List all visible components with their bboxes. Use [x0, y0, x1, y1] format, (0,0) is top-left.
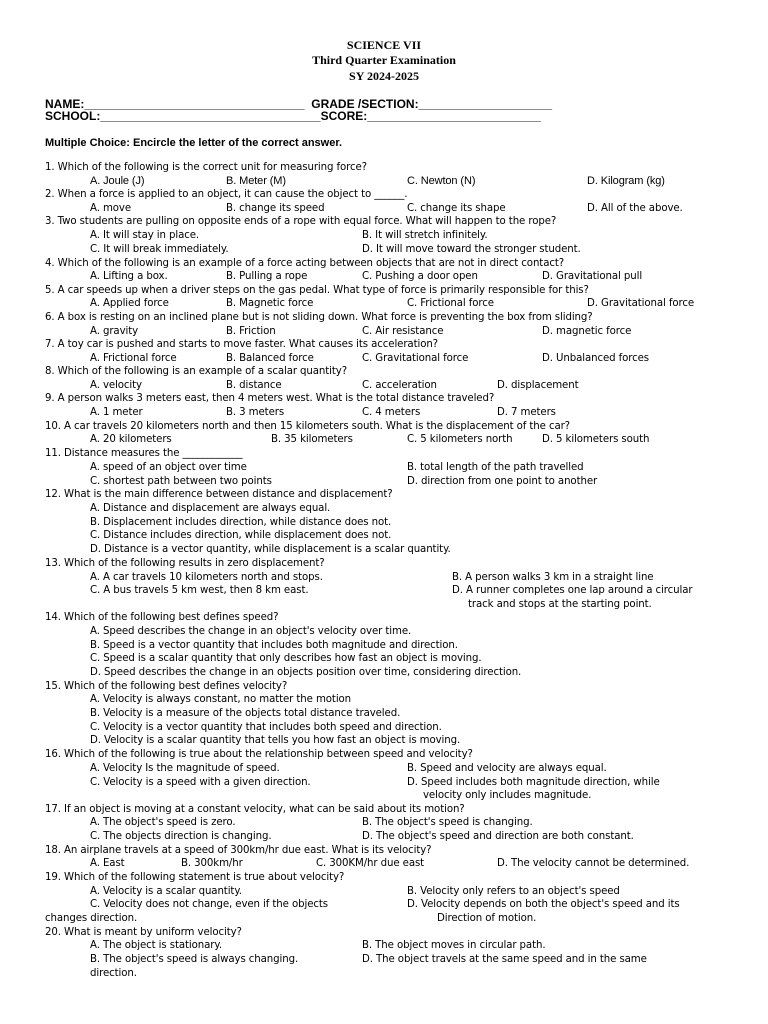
question-12-option[interactable]: B. Displacement includes direction, while distance does not.	[90, 517, 392, 528]
question-2-option[interactable]: A. move	[90, 203, 132, 214]
question-6-text: 6. A box is resting on an inclined plane but is not sliding down. What force is preventing the box from sliding?	[45, 312, 593, 323]
question-16-option[interactable]: A. Velocity Is the magnitude of speed.	[90, 763, 280, 774]
question-8-text: 8. Which of the following is an example of a scalar quantity?	[45, 366, 348, 377]
question-12-option[interactable]: D. Distance is a vector quantity, while displacement is a scalar quantity.	[90, 544, 451, 555]
question-1-option[interactable]: A. Joule (J)	[90, 175, 145, 187]
question-1-option[interactable]: B. Meter (M)	[226, 175, 286, 187]
exam-subject-title: SCIENCE VII	[346, 38, 422, 52]
question-7-text: 7. A toy car is pushed and starts to move faster. What causes its acceleration?	[45, 339, 438, 350]
question-10-option[interactable]: B. 35 kilometers	[271, 434, 353, 445]
question-8-option[interactable]: A. velocity	[90, 380, 142, 391]
question-15-option[interactable]: A. Velocity is always constant, no matter the motion	[90, 694, 352, 705]
question-3-text: 3. Two students are pulling on opposite ends of a rope with equal force. What will happen to the rope?	[45, 216, 557, 227]
question-13-option[interactable]: A. A car travels 10 kilometers north and stops.	[90, 572, 323, 583]
school-year: SY 2024-2025	[349, 69, 419, 83]
question-12-option[interactable]: A. Distance and displacement are always equal.	[90, 503, 331, 514]
question-16-option[interactable]: D. Speed includes both magnitude direction, while	[407, 777, 660, 788]
question-4-text: 4. Which of the following is an example of a force acting between objects that are not in direct contact?	[45, 258, 565, 269]
question-17-option[interactable]: C. The objects direction is changing.	[90, 831, 272, 842]
question-15-option[interactable]: B. Velocity is a measure of the objects total distance traveled.	[90, 708, 401, 719]
question-7-option[interactable]: A. Frictional force	[90, 353, 177, 364]
question-20-option[interactable]: A. The object is stationary.	[90, 940, 222, 951]
question-9-option[interactable]: B. 3 meters	[226, 407, 285, 418]
question-10-option[interactable]: A. 20 kilometers	[90, 434, 172, 445]
question-7-option[interactable]: B. Balanced force	[226, 353, 314, 364]
question-4-option[interactable]: D. Gravitational pull	[542, 271, 643, 282]
question-11-text: 11. Distance measures the ____________	[45, 448, 243, 459]
question-6-option[interactable]: C. Air resistance	[362, 326, 444, 337]
question-5-option[interactable]: C. Frictional force	[407, 298, 494, 309]
question-18-option[interactable]: A. East	[90, 858, 125, 869]
question-17-option[interactable]: D. The object's speed and direction are both constant.	[362, 831, 634, 842]
question-8-option[interactable]: C. acceleration	[362, 380, 437, 391]
question-1-text: 1. Which of the following is the correct unit for measuring force?	[45, 162, 367, 173]
question-14-option[interactable]: C. Speed is a scalar quantity that only describes how fast an object is moving.	[90, 653, 482, 664]
question-11-option[interactable]: D. direction from one point to another	[407, 476, 598, 487]
school-score-fields: SCHOOL:_________________________________SCORE:__________________________	[45, 109, 541, 123]
question-15-option[interactable]: C. Velocity is a vector quantity that includes both speed and direction.	[90, 722, 442, 733]
question-6-option[interactable]: B. Friction	[226, 326, 276, 337]
question-14-text: 14. Which of the following best defines speed?	[45, 612, 279, 623]
question-11-option[interactable]: A. speed of an object over time	[90, 462, 247, 473]
question-7-option[interactable]: D. Unbalanced forces	[542, 353, 650, 364]
question-4-option[interactable]: C. Pushing a door open	[362, 271, 478, 282]
question-16-option[interactable]: B. Speed and velocity are always equal.	[407, 763, 607, 774]
question-17-option[interactable]: A. The object's speed is zero.	[90, 817, 236, 828]
name-grade-fields: NAME:_________________________________ GRADE /SECTION:____________________	[45, 97, 553, 111]
question-2-option[interactable]: D. All of the above.	[587, 203, 683, 214]
question-2-text: 2. When a force is applied to an object, it can cause the object to ______.	[45, 189, 408, 200]
question-3-option[interactable]: D. It will move toward the stronger student.	[362, 244, 581, 255]
question-15-option[interactable]: D. Velocity is a scalar quantity that tells you how fast an object is moving.	[90, 735, 461, 746]
question-20-option[interactable]: direction.	[90, 968, 137, 979]
question-3-option[interactable]: A. It will stay in place.	[90, 230, 200, 241]
exam-quarter-title: Third Quarter Examination	[312, 53, 456, 67]
question-17-text: 17. If an object is moving at a constant velocity, what can be said about its motion?	[45, 804, 465, 815]
question-19-option[interactable]: B. Velocity only refers to an object's speed	[407, 886, 620, 897]
question-18-text: 18. An airplane travels at a speed of 300km/hr due east. What is its velocity?	[45, 845, 432, 856]
question-9-text: 9. A person walks 3 meters east, then 4 meters west. What is the total distance traveled?	[45, 393, 495, 404]
question-19-option[interactable]: changes direction.	[45, 913, 138, 924]
question-2-option[interactable]: C. change its shape	[407, 203, 506, 214]
question-18-option[interactable]: D. The velocity cannot be determined.	[497, 858, 690, 869]
question-3-option[interactable]: B. It will stretch infinitely.	[362, 230, 488, 241]
question-9-option[interactable]: A. 1 meter	[90, 407, 143, 418]
question-13-text: 13. Which of the following results in zero displacement?	[45, 558, 325, 569]
question-10-option[interactable]: C. 5 kilometers north	[407, 434, 513, 445]
question-17-option[interactable]: B. The object's speed is changing.	[362, 817, 533, 828]
question-11-option[interactable]: C. shortest path between two points	[90, 476, 272, 487]
question-18-option[interactable]: C. 300KM/hr due east	[316, 858, 425, 869]
question-5-option[interactable]: B. Magnetic force	[226, 298, 314, 309]
question-3-option[interactable]: C. It will break immediately.	[90, 244, 229, 255]
question-16-option[interactable]: velocity only includes magnitude.	[423, 790, 592, 801]
question-8-option[interactable]: B. distance	[226, 380, 282, 391]
question-9-option[interactable]: D. 7 meters	[497, 407, 556, 418]
question-12-text: 12. What is the main difference between distance and displacement?	[45, 489, 393, 500]
question-20-option[interactable]: B. The object's speed is always changing.	[90, 954, 299, 965]
question-1-option[interactable]: C. Newton (N)	[407, 175, 476, 187]
question-20-text: 20. What is meant by uniform velocity?	[45, 927, 242, 938]
question-18-option[interactable]: B. 300km/hr	[181, 858, 243, 869]
question-5-option[interactable]: A. Applied force	[90, 298, 169, 309]
question-20-option[interactable]: B. The object moves in circular path.	[362, 940, 546, 951]
question-19-option[interactable]: D. Velocity depends on both the object's speed and its	[407, 899, 680, 910]
question-19-option[interactable]: C. Velocity does not change, even if the objects	[90, 899, 328, 910]
question-8-option[interactable]: D. displacement	[497, 380, 579, 391]
question-13-option[interactable]: D. A runner completes one lap around a circular	[452, 585, 693, 596]
question-9-option[interactable]: C. 4 meters	[362, 407, 421, 418]
question-13-option[interactable]: track and stops at the starting point.	[468, 599, 652, 610]
question-2-option[interactable]: B. change its speed	[226, 203, 325, 214]
question-4-option[interactable]: B. Pulling a rope	[226, 271, 308, 282]
question-7-option[interactable]: C. Gravitational force	[362, 353, 469, 364]
question-13-option[interactable]: C. A bus travels 5 km west, then 8 km east.	[90, 585, 309, 596]
question-16-option[interactable]: C. Velocity is a speed with a given direction.	[90, 777, 311, 788]
question-12-option[interactable]: C. Distance includes direction, while displacement does not.	[90, 530, 392, 541]
question-19-option[interactable]: A. Velocity is a scalar quantity.	[90, 886, 242, 897]
instructions: Multiple Choice: Encircle the letter of the correct answer.	[45, 137, 343, 149]
question-1-option[interactable]: D. Kilogram (kg)	[587, 175, 665, 187]
question-16-text: 16. Which of the following is true about the relationship between speed and velocity?	[45, 749, 473, 760]
question-15-text: 15. Which of the following best defines velocity?	[45, 681, 288, 692]
question-6-option[interactable]: D. magnetic force	[542, 326, 632, 337]
question-14-option[interactable]: B. Speed is a vector quantity that includes both magnitude and direction.	[90, 640, 458, 651]
question-20-option[interactable]: D. The object travels at the same speed and in the same	[362, 954, 647, 965]
question-10-option[interactable]: D. 5 kilometers south	[542, 434, 650, 445]
question-4-option[interactable]: A. Lifting a box.	[90, 271, 168, 282]
question-11-option[interactable]: B. total length of the path travelled	[407, 462, 584, 473]
question-5-option[interactable]: D. Gravitational force	[587, 298, 695, 309]
question-13-option[interactable]: B. A person walks 3 km in a straight line	[452, 572, 654, 583]
question-14-option[interactable]: A. Speed describes the change in an object's velocity over time.	[90, 626, 412, 637]
question-19-option[interactable]: Direction of motion.	[437, 913, 537, 924]
question-10-text: 10. A car travels 20 kilometers north and then 15 kilometers south. What is the displacement of the car?	[45, 421, 570, 432]
question-5-text: 5. A car speeds up when a driver steps on the gas pedal. What type of force is primarily responsible for this?	[45, 285, 589, 296]
question-6-option[interactable]: A. gravity	[90, 326, 139, 337]
question-19-text: 19. Which of the following statement is true about velocity?	[45, 872, 345, 883]
question-14-option[interactable]: D. Speed describes the change in an objects position over time, considering direction.	[90, 667, 522, 678]
